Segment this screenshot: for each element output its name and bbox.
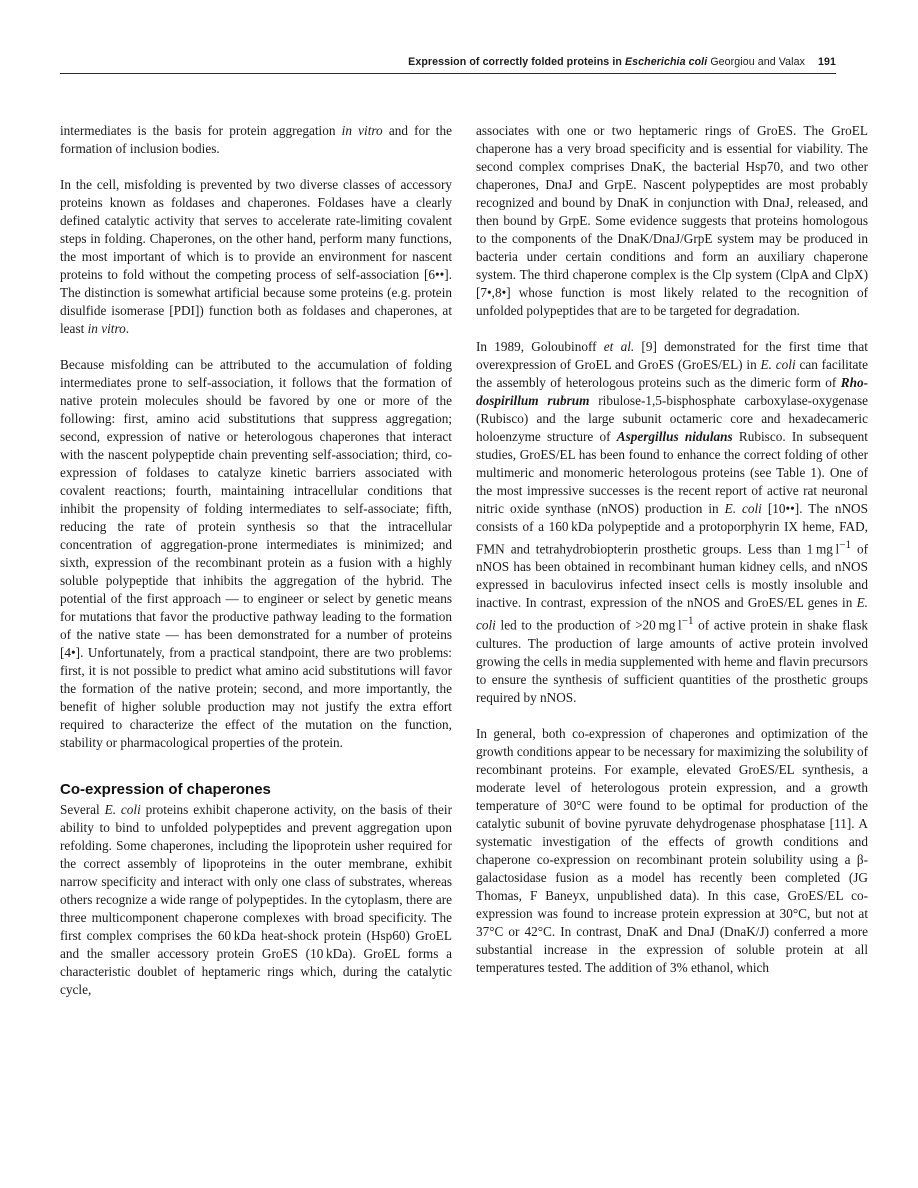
running-authors: Georgiou and Valax [710, 56, 805, 68]
running-title: Expression of correctly folded proteins in Escherichia coli [408, 56, 708, 68]
paragraph: In general, both co-expression of chaperones and optimization of the growth conditions appear to be necessary for maximizing the solubility of recombinant proteins. For example, elevated GroES/EL synthesis, a moderate level of heterologous protein expression, and a growth temperature of 30°C were found to be optimal for production of the catalytic subunit of bovine pyruvate dehydrogenase phosphatase [11]. A systematic investigation of the effects of growth conditions and chaperone co-expression on recombinant protein solubility using a β-galactosidase fusion as a model has recently been completed (JG Thomas, F Baneyx, unpublished data). In this case, GroES/EL co-expression was found to increase protein expression at 30°C, but not at 37°C or 42°C. In contrast, DnaK and DnaJ (DnaK/J) conferred a more substantial increase in the expression of soluble protein at all temperatures tested. The addition of 3% ethanol, which [476, 725, 868, 975]
left-column [60, 122, 452, 1017]
paragraph: Several E. coli proteins exhibit chaperone activity, on the basis of their ability to bind to unfolded polypeptides and prevent aggregation upon refolding. Some chaperones, including the lipoprotein usher required for the correct assembly of lipoproteins in the outer membrane, exhibit narrow specificity and interact with only one class of substrates, whereas others recognize a wide range of polypeptides. In the cytoplasm, there are three multicomponent chaperone complexes with broad specificity. The first complex comprises the 60 kDa heat-shock protein (Hsp60) GroEL and the smaller accessory protein GroES (10 kDa). GroEL forms a characteristic doublet of heptameric rings which, during the catalytic cycle, [60, 802, 452, 997]
paragraph: In the cell, misfolding is prevented by two diverse classes of accessory proteins known as foldases and chaperones. Foldases have a clearly defined catalytic activity that serves to accelerate rate-limiting covalent steps in folding. Chaperones, on the other hand, perform many functions, the most important of which is to provide an environment for nascent proteins to fold without the competing process of self-association [6••]. The distinction is somewhat artificial because some proteins (e.g. protein disulfide isomerase [PDI]) function both as foldases and chaperones, at least in vitro. [60, 177, 452, 336]
paragraph: intermediates is the basis for protein aggregation in vitro and for the formation of inclusion bodies. [60, 123, 452, 156]
header-rule [60, 73, 836, 74]
right-column [476, 122, 868, 995]
running-header [60, 56, 836, 68]
section-heading: Co-expression of chaperones [60, 781, 271, 798]
paragraph: associates with one or two heptameric rings of GroES. The GroEL chaperone has a very broad specificity and is essential for viability. The second complex comprises DnaK, the bacterial Hsp70, and two other chaperones, DnaJ and GrpE. Nascent polypeptides are most probably recognized and bound by DnaK in conjunction with DnaJ, released, and then bound by GrpE. Some evidence suggests that proteins homologous to the components of the DnaK/DnaJ/GrpE system may be produced in bacteria under certain conditions and form an auxiliary chaperone system. The third chaperone complex is the Clp system (ClpA and ClpX) [7•,8•] whose function is most likely related to the recognition of unfolded polypeptides that are to be targeted for degradation. [476, 123, 868, 318]
paragraph: In 1989, Goloubinoff et al. [9] demonstrated for the first time that overexpression of GroEL and GroES (GroES/EL) in E. coli can facilitate the assembly of heterologous proteins such as the dimeric form of Rhodospirillum rubrum ribulose-1,5-bisphosphate carboxylase-oxygenase (Rubisco) and the large subunit octameric core and hexadecameric holoenzyme structure of Aspergillus nidulans Rubisco. In subsequent studies, GroES/EL has been found to enhance the correct folding of other multimeric and monomeric heterologous proteins (see Table 1). One of the most impressive successes is the recent report of active rat neuronal nitric oxide synthase (nNOS) production in E. coli [10••]. The nNOS consists of a 160 kDa polypeptide and a protoporphyrin IX heme, FAD, FMN and tetrahydrobiopterin prosthetic groups. Less than 1 mg $l^{-1}$ of nNOS has been obtained in recombinant human kidney cells, and nNOS expressed in baculovirus infected insect cells is mostly insoluble and inactive. In contrast, expression of the nNOS and GroES/EL genes in E. coli led to the production of >20 mg $l^{-1}$ of active protein in shake flask cultures. The production of large amounts of active protein involved growing the cells in media supplemented with heme and flavin precursors to ensure the synthesis of sufficient quantities of the prosthetic groups required by nNOS. [476, 339, 868, 705]
paragraph: Because misfolding can be attributed to the accumulation of folding intermediates prone to self-association, it follows that the formation of native protein molecules should be favored by one or more of the following: first, amino acid substitutions that suppress aggregation; second, expression of native or heterologous chaperones that interact with the nascent polypeptide chain preventing self-association; third, co-expression of foldases to catalyze kinetic barriers associated with covalent reactions; fourth, maintaining intracellular conditions that inhibit the propensity of folding intermediates to self-associate; fifth, reducing the rate of protein synthesis so that the intracellular concentration of aggregation-prone intermediates is minimized; and sixth, expression of the recombinant protein as a fusion with a highly soluble polypeptide that inhibits the aggregation of the hybrid. The potential of the first approach — to engineer or select by genetic means for mutations that favor the productive pathway leading to the formation of the native state — has been demonstrated for a number of proteins [4•]. Unfortunately, from a practical standpoint, there are two problems: first, it is not possible to predict what amino acid substitutions will favor the formation of the native protein; second, and more importantly, the benefit of higher soluble production may not justify the extra effort required to characterize the effect of the mutation on the function, stability or pharmacological properties of the protein. [60, 357, 452, 750]
page-number: 191 [818, 56, 836, 68]
